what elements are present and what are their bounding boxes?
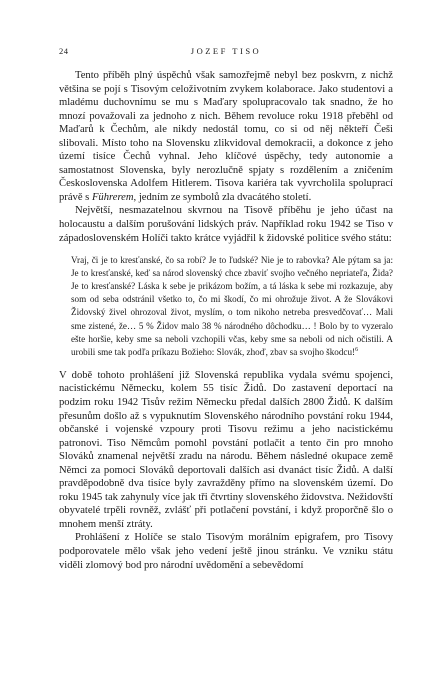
footnote-marker[interactable]: 6	[355, 346, 359, 353]
paragraph-1	[59, 69, 393, 204]
paragraph-1-emphasis: Führerem	[91, 191, 134, 203]
paragraph-4: Prohlášení z Holíče se stalo Tisovým morálním epigrafem, pro Tisovy podporovatele mělo však jeho vedení ještě jinou stránku. Ve vzniku státu viděli zlomový bod pro národní uvědomění a sebevědomí	[59, 532, 393, 571]
page-number: 24	[59, 46, 69, 56]
quote-text: Vraj, či je to kresťanské, čo sa robí? Je to ľudské? Nie je to rabovka? Ale pýtam sa ja: Je to kresťanské, keď sa národ slovenský chce zbaviť svojho večného nepriateľa, Žida? Je to kresťanské? Láska k sebe je prikázom božím, a tá láska k sebe mi rozkazuje, aby som od seba odstránil všetko to, čo mi škodí, čo mi ohrožuje život. A že Slovákovi Židovský živel ohrozoval život, myslím, o tom nikoho netreba presvedčovať… Mali sme zistené, že… 5 % Židov malo 38 % národného dôchodku… ! Bolo by to vyzeralo ešte horšie, keby sme sa neboli vzchopili včas, keby sme sa neboli od nich očistili. A urobili sme tak podľa príkazu Božieho: Slovák, zhoď, zbav sa svojho škodcu!	[71, 255, 393, 357]
paragraph-3: V době tohoto prohlášení již Slovenská republika vydala svému spojenci, nacistickému Německu, kolem 55 tisíc Židů. Do zastavení deportací na podzim roku 1942 Tisův režim Německu předal dalších 2800 Židů. K dalším přesunům došlo až s vypuknutím Slovenského národního povstání roku 1944, občanské i vojenské vzpoury proti Tisovu režimu a jeho nacistickému patronovi. Tiso Němcům pomohl povstání potlačit a tento čin pro mnoho Slováků znamenal největší zradu na národu. Během následné okupace země Němci za pomoci Slováků deportovali dalších asi dvanáct tisíc Židů. A další pravděpodobně dva tisíce byly zavražděny přímo na slovenském území. Do roku 1945 tak zahynuly více jak tři čtvrtiny slovenského židovstva. Nežidovští obyvatelé trpěli rovněž, zvlášť při potlačení povstání, i když proporčně šlo o mnohem menší ztráty.	[59, 369, 393, 530]
paragraph-1-ending: , jedním ze symbolů zla dvacátého století.	[133, 191, 312, 203]
paragraph-2: Největší, nesmazatelnou skvrnou na Tisově příběhu je jeho účast na holocaustu a dalším porušování lidských práv. Například roku 1942 se Tiso v západoslovenském Holíči takto krátce vyjádřil k židovské politice svého státu:	[59, 205, 393, 244]
paragraph-1-text: Tento příběh plný úspěchů však samozřejmě nebyl bez poskvrn, z nichž většina se pojí s Tisovým celoživotním zvykem kolaborace. Jako studentovi a mladému duchovnímu se mu s Maďary spolupracovalo tak snadno, že ho mnozí považovali za jednoho z nich. Během revoluce roku 1918 přeběhl od Maďarů k Čechům, ale nikdy nedostál tomu, co si od něj někteří Češi slibovali. Místo toho na Slovensku zlikvidoval demokracii, a dokonce z jeho území tisíce Čechů vyhnal. Jeho klíčové úspěchy, tedy autonomie a samostatnost Slovenska, byly nerozlučně spjaty s rozdělením a zničením Československa Adolfem Hitlerem. Tisova kariéra tak vyvrcholila spoluprací právě s	[59, 70, 393, 203]
body-text	[59, 69, 393, 572]
book-header-title: JOZEF TISO	[190, 46, 262, 56]
running-head	[59, 46, 393, 58]
block-quote	[71, 254, 393, 359]
